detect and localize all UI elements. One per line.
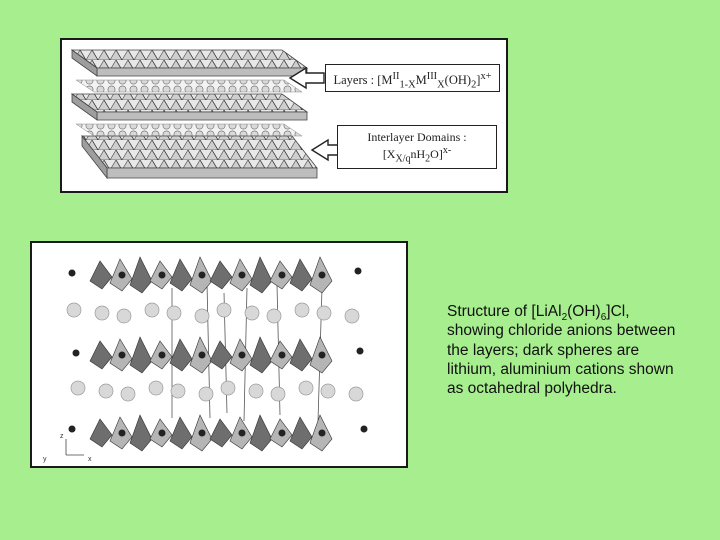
lithium-sphere — [119, 352, 126, 359]
liai-structure-diagram — [30, 241, 408, 468]
chloride-sphere — [345, 309, 359, 323]
chloride-sphere — [217, 303, 231, 317]
lithium-sphere — [239, 272, 246, 279]
lithium-sphere — [159, 430, 166, 437]
ldh-layer-diagram — [60, 38, 508, 193]
lithium-sphere — [73, 350, 80, 357]
lithium-sphere — [199, 430, 206, 437]
octahedral-layer-2 — [90, 337, 332, 373]
chloride-sphere — [195, 309, 209, 323]
chloride-sphere — [171, 384, 185, 398]
axis-y-label: y — [43, 456, 47, 463]
axis-x-label: x — [88, 456, 92, 463]
axis-z-label: z — [60, 433, 64, 440]
figure-caption: Structure of $[LiAl_2(OH)_6]Cl$, showing chloride anions between the layers; dark spheres are lithium, aluminium cations shown as octahedral polyhedra. — [447, 303, 676, 398]
octahedron — [290, 259, 312, 291]
chloride-sphere — [99, 384, 113, 398]
chloride-sphere — [67, 303, 81, 317]
interlayer-domain-1 — [76, 80, 302, 92]
chloride-sphere — [267, 309, 281, 323]
octahedron — [130, 257, 152, 293]
lithium-sphere — [69, 270, 76, 277]
lithium-sphere — [361, 426, 368, 433]
interlayer-domains-label: Interlayer Domains : $[X_{X/q}nH_2O]^{x-}$ — [337, 125, 497, 169]
lithium-sphere — [319, 272, 326, 279]
lithium-sphere — [319, 352, 326, 359]
chloride-sphere — [349, 387, 363, 401]
octahedron — [170, 259, 192, 291]
layers-label: Layers : $[M^{II}_{1-X}M^{III}_X(OH)_2]^{x+}$ — [325, 64, 500, 92]
hydroxide-layer-1 — [72, 50, 307, 76]
hydroxide-layer-2 — [72, 94, 307, 120]
hydroxide-layer-3 — [82, 136, 317, 178]
chloride-sphere — [149, 381, 163, 395]
octahedron — [290, 339, 312, 371]
octahedron — [250, 337, 272, 373]
lithium-sphere — [239, 430, 246, 437]
lithium-sphere — [159, 272, 166, 279]
chloride-sphere — [221, 381, 235, 395]
lithium-sphere — [69, 426, 76, 433]
lithium-sphere — [119, 430, 126, 437]
chloride-sphere — [71, 381, 85, 395]
chloride-sphere — [271, 387, 285, 401]
octahedron — [170, 417, 192, 449]
lithium-sphere — [239, 352, 246, 359]
lithium-sphere — [357, 348, 364, 355]
lithium-sphere — [355, 268, 362, 275]
lithium-sphere — [119, 272, 126, 279]
chloride-sphere — [299, 381, 313, 395]
lithium-sphere — [199, 352, 206, 359]
octahedron — [90, 341, 112, 369]
chloride-sphere — [295, 303, 309, 317]
octahedron — [170, 339, 192, 371]
octahedron — [210, 341, 232, 369]
octahedron — [250, 257, 272, 293]
chloride-sphere — [317, 306, 331, 320]
octahedral-layer-1 — [90, 257, 332, 293]
octahedron — [250, 415, 272, 451]
octahedron — [210, 419, 232, 447]
crystal-structure-drawing — [32, 243, 406, 466]
interlayer-domain-2 — [76, 124, 302, 136]
chloride-sphere — [321, 384, 335, 398]
chloride-sphere — [117, 309, 131, 323]
lithium-sphere — [319, 430, 326, 437]
chloride-sphere — [167, 306, 181, 320]
chloride-sphere — [249, 384, 263, 398]
octahedron — [210, 261, 232, 289]
octahedron — [90, 419, 112, 447]
octahedron — [130, 415, 152, 451]
chloride-sphere — [245, 306, 259, 320]
interlayer-arrow — [312, 140, 338, 160]
octahedron — [130, 337, 152, 373]
octahedron — [90, 261, 112, 289]
chloride-sphere — [145, 303, 159, 317]
octahedral-layer-3 — [90, 415, 332, 451]
chloride-sphere — [121, 387, 135, 401]
octahedron — [290, 417, 312, 449]
lithium-sphere — [279, 430, 286, 437]
lithium-sphere — [279, 272, 286, 279]
chloride-sphere — [95, 306, 109, 320]
lithium-sphere — [199, 272, 206, 279]
lithium-sphere — [279, 352, 286, 359]
chloride-sphere — [199, 387, 213, 401]
lithium-sphere — [159, 352, 166, 359]
